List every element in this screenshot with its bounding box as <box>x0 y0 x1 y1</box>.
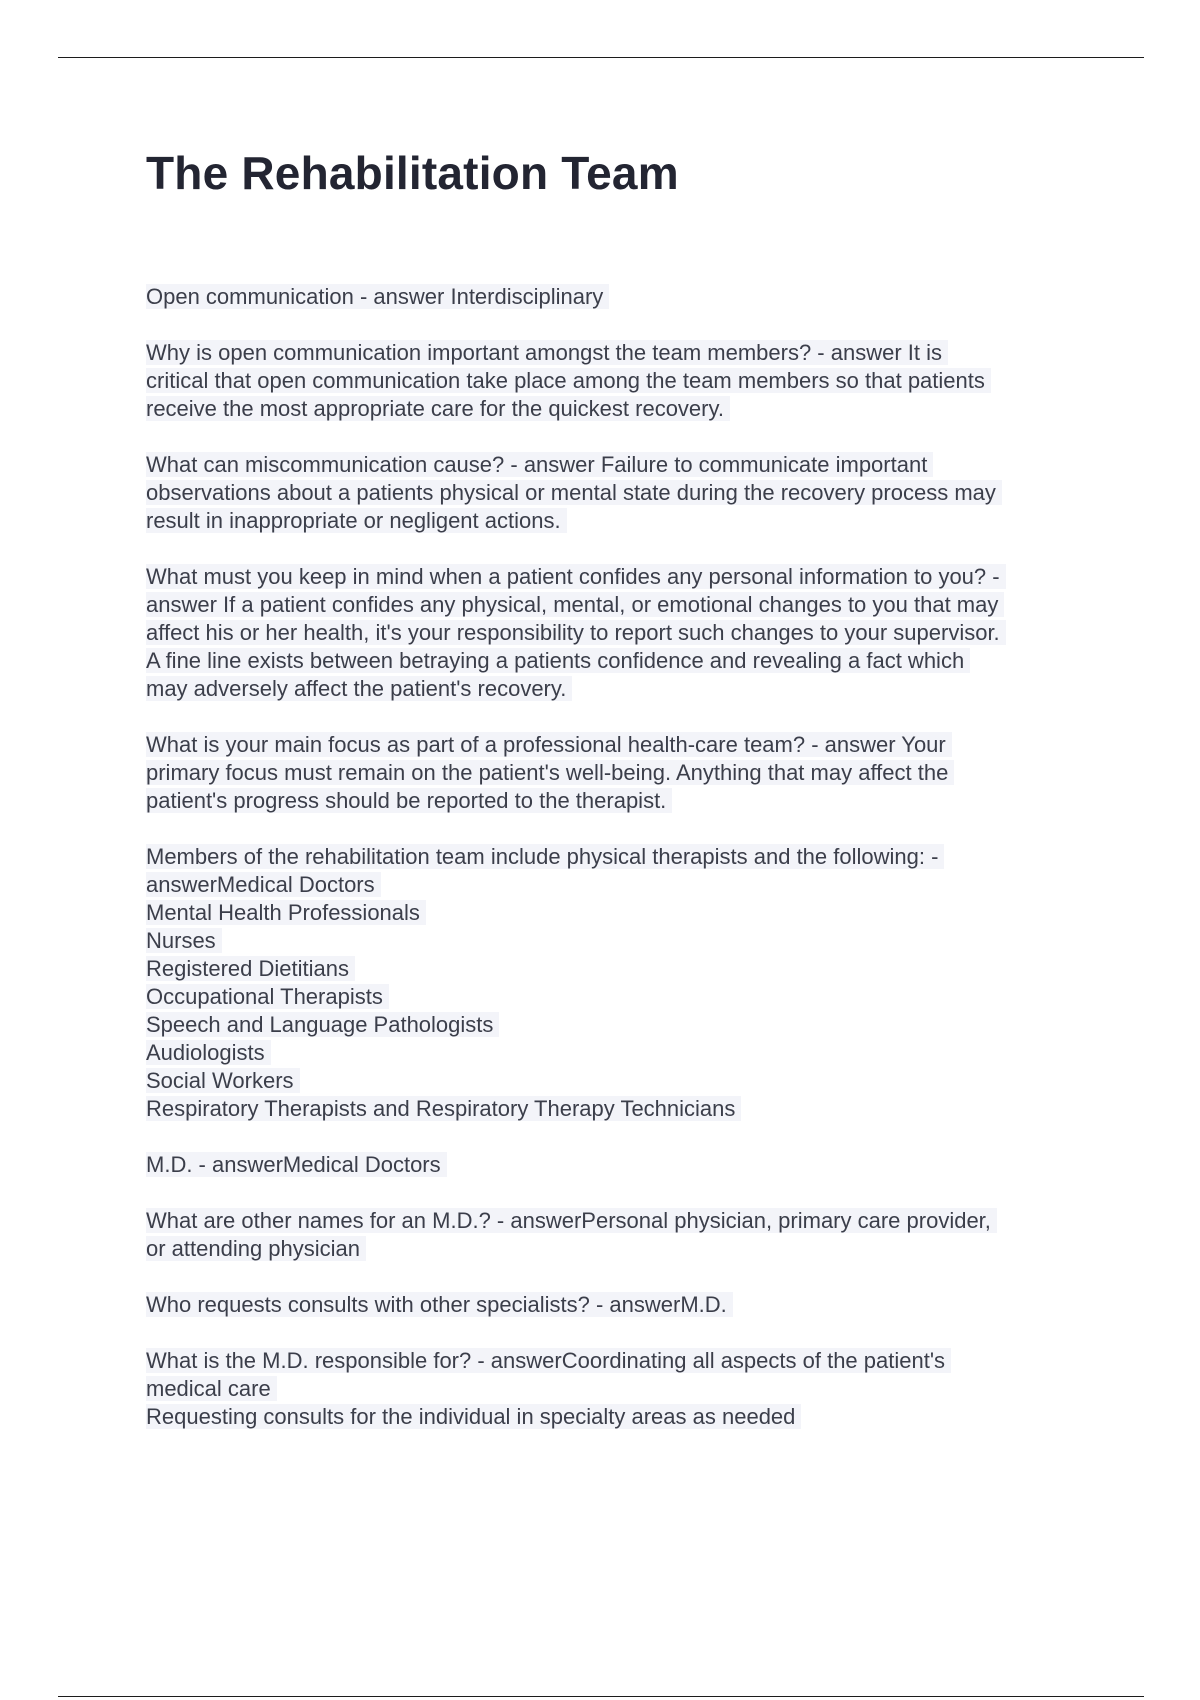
text-line: patient's progress should be reported to the therapist. <box>146 787 1086 815</box>
text-line: Registered Dietitians <box>146 955 1086 983</box>
text-line: Open communication - answer Interdisciplinary <box>146 283 1086 311</box>
text-line: medical care <box>146 1375 1086 1403</box>
text-line: primary focus must remain on the patient's well-being. Anything that may affect the <box>146 759 1086 787</box>
text-line: Nurses <box>146 927 1086 955</box>
text-line: M.D. - answerMedical Doctors <box>146 1151 1086 1179</box>
text-line: What is your main focus as part of a professional health-care team? - answer Your <box>146 731 1086 759</box>
bottom-rule <box>58 1696 1144 1697</box>
text-line: critical that open communication take place among the team members so that patients <box>146 367 1086 395</box>
qa-item <box>146 451 1086 535</box>
text-line: What can miscommunication cause? - answer Failure to communicate important <box>146 451 1086 479</box>
page-title: The Rehabilitation Team <box>146 147 679 199</box>
qa-item <box>146 283 1086 311</box>
qa-item <box>146 731 1086 815</box>
qa-item <box>146 339 1086 423</box>
text-line: affect his or her health, it's your responsibility to report such changes to your supervisor. <box>146 619 1086 647</box>
text-line: What must you keep in mind when a patient confides any personal information to you? - <box>146 563 1086 591</box>
qa-item <box>146 563 1086 703</box>
text-line: Social Workers <box>146 1067 1086 1095</box>
text-line: Who requests consults with other specialists? - answerM.D. <box>146 1291 1086 1319</box>
text-line: receive the most appropriate care for the quickest recovery. <box>146 395 1086 423</box>
text-line: result in inappropriate or negligent actions. <box>146 507 1086 535</box>
qa-item <box>146 1151 1086 1179</box>
text-line: What is the M.D. responsible for? - answerCoordinating all aspects of the patient's <box>146 1347 1086 1375</box>
text-line: observations about a patients physical or mental state during the recovery process may <box>146 479 1086 507</box>
text-line: Respiratory Therapists and Respiratory Therapy Technicians <box>146 1095 1086 1123</box>
text-line: or attending physician <box>146 1235 1086 1263</box>
qa-list <box>146 283 1086 1459</box>
qa-item <box>146 1207 1086 1263</box>
text-line: may adversely affect the patient's recovery. <box>146 675 1086 703</box>
text-line: Occupational Therapists <box>146 983 1086 1011</box>
text-line: Speech and Language Pathologists <box>146 1011 1086 1039</box>
text-line: Mental Health Professionals <box>146 899 1086 927</box>
qa-item <box>146 1291 1086 1319</box>
text-line: Audiologists <box>146 1039 1086 1067</box>
text-line: answerMedical Doctors <box>146 871 1086 899</box>
qa-item <box>146 1347 1086 1431</box>
text-line: answer If a patient confides any physical, mental, or emotional changes to you that may <box>146 591 1086 619</box>
text-line: Members of the rehabilitation team include physical therapists and the following: - <box>146 843 1086 871</box>
text-line: A fine line exists between betraying a patients confidence and revealing a fact which <box>146 647 1086 675</box>
text-line: Why is open communication important amongst the team members? - answer It is <box>146 339 1086 367</box>
text-line: What are other names for an M.D.? - answerPersonal physician, primary care provider, <box>146 1207 1086 1235</box>
text-line: Requesting consults for the individual in specialty areas as needed <box>146 1403 1086 1431</box>
top-rule <box>58 57 1144 58</box>
qa-item <box>146 843 1086 1123</box>
